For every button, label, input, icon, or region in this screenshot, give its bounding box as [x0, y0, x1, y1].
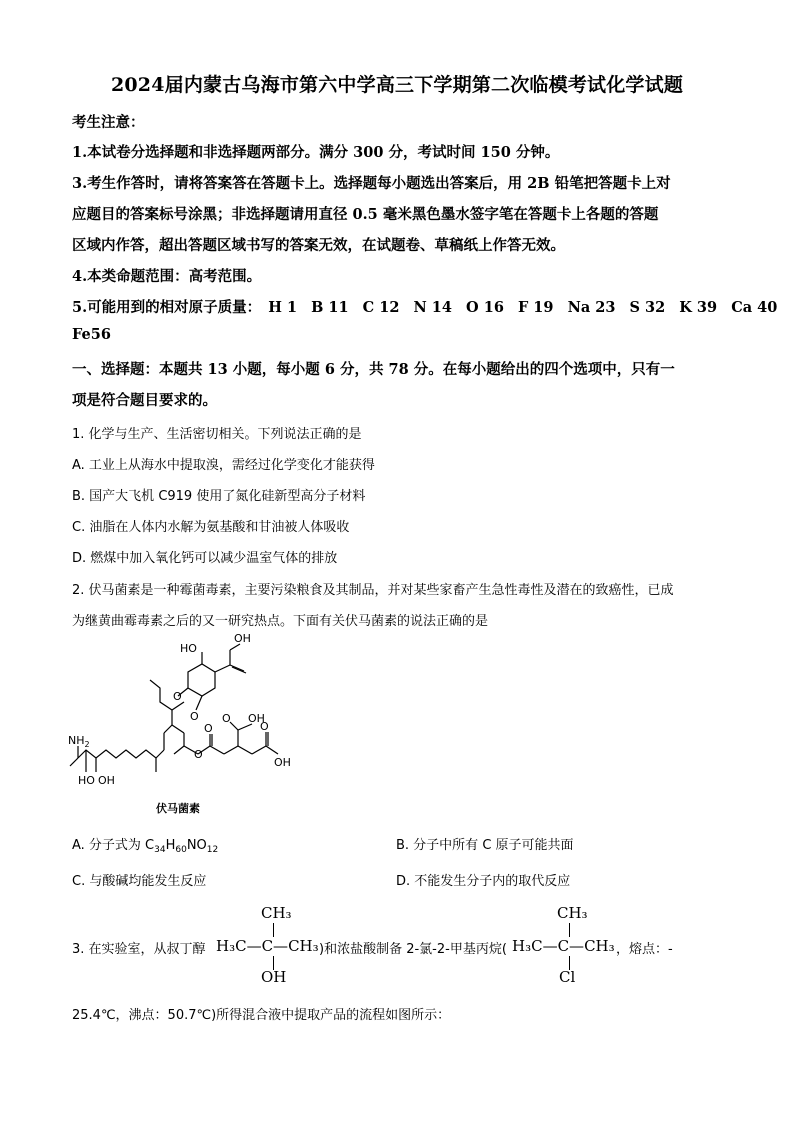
o-label: O — [260, 720, 269, 733]
oh-label: OH — [234, 632, 251, 645]
section-heading-line-1: 一、选择题：本题共 13 小题，每小题 6 分，共 78 分。在每小题给出的四个选项中，只有一 — [72, 361, 675, 378]
atomic-mass: S 32 — [629, 299, 666, 316]
question-2-stem-line-2: 为继黄曲霉毒素之后的又一研究热点。下面有关伏马菌素的说法正确的是 — [72, 614, 489, 629]
atomic-masses-label: 5.可能用到的相对原子质量： — [72, 299, 262, 316]
formula-bottom: Cl — [559, 968, 576, 986]
atomic-mass: B 11 — [311, 299, 349, 316]
formula-main: H₃C—C—CH₃ — [512, 937, 615, 955]
question-2-option-d: D. 不能发生分子内的取代反应 — [396, 874, 571, 889]
note-line-2: 3.考生作答时，请将答案答在答题卡上。选择题每小题选出答案后，用 2B 铅笔把答题卡上对 — [72, 175, 671, 192]
atomic-mass: F 19 — [517, 299, 554, 316]
note-line-1: 1.本试卷分选择题和非选择题两部分。满分 300 分，考试时间 150 分钟。 — [72, 144, 560, 161]
atomic-masses-wrap: Fe56 — [72, 326, 111, 343]
note-line-5: 4.本类命题范围：高考范围。 — [72, 268, 262, 285]
atomic-masses-line — [72, 296, 786, 317]
note-line-4: 区域内作答，超出答题区域书写的答案无效，在试题卷、草稿纸上作答无效。 — [72, 237, 565, 254]
bond-line — [569, 923, 570, 937]
o-label: O — [190, 710, 199, 723]
oh-label: OH — [98, 774, 115, 787]
o-label: O — [222, 712, 231, 725]
atomic-mass: N 14 — [413, 299, 452, 316]
notice-heading: 考生注意： — [72, 114, 145, 131]
formula-main: H₃C—C—CH₃ — [216, 937, 319, 955]
page-title: 2024届内蒙古乌海市第六中学高三下学期第二次临模考试化学试题 — [110, 74, 684, 96]
ho-label: HO — [180, 642, 197, 655]
atomic-mass: K 39 — [679, 299, 718, 316]
question-1-option-c: C. 油脂在人体内水解为氨基酸和甘油被人体吸收 — [72, 520, 350, 535]
question-1-stem: 1. 化学与生产、生活密切相关。下列说法正确的是 — [72, 427, 362, 442]
oh-label: OH — [248, 712, 265, 725]
question-1-option-a: A. 工业上从海水中提取溴，需经过化学变化才能获得 — [72, 458, 375, 473]
nh2-label: $NH_2$ — [68, 734, 90, 749]
question-1-option-d: D. 燃煤中加入氧化钙可以减少温室气体的排放 — [72, 551, 338, 566]
question-1-option-b: B. 国产大飞机 C919 使用了氮化硅新型高分子材料 — [72, 489, 366, 504]
question-3-text-1: 3. 在实验室，从叔丁醇 — [72, 942, 206, 957]
o-label: O — [194, 748, 203, 761]
structure-caption: 伏马菌素 — [156, 802, 200, 815]
fumonisin-structure — [60, 630, 320, 820]
question-2-option-c: C. 与酸碱均能发生反应 — [72, 874, 207, 889]
o-label: O — [173, 690, 182, 703]
atomic-mass: Ca 40 — [731, 299, 778, 316]
question-2-stem-line-1: 2. 伏马菌素是一种霉菌毒素，主要污染粮食及其制品，并对某些家畜产生急性毒性及潜在的致癌性，已成 — [72, 583, 674, 598]
oh-label: OH — [274, 756, 291, 769]
section-heading-line-2: 项是符合题目要求的。 — [72, 392, 217, 409]
ho-label: HO — [78, 774, 95, 787]
note-line-3: 应题目的答案标号涂黑；非选择题请用直径 0.5 毫米黑色墨水签字笔在答题卡上各题的答题 — [72, 206, 659, 223]
atomic-mass: H 1 — [268, 299, 298, 316]
formula-top: CH₃ — [261, 904, 292, 922]
atomic-mass: Na 23 — [567, 299, 616, 316]
question-2-option-b: B. 分子中所有 C 原子可能共面 — [396, 838, 574, 853]
o-label: O — [204, 722, 213, 735]
bond-line — [273, 923, 274, 937]
atomic-mass: O 16 — [466, 299, 504, 316]
question-3-text-2: )和浓盐酸制备 2-氯-2-甲基丙烷( — [319, 942, 507, 957]
question-2-option-a: A. 分子式为 $C_{34}H_{60}NO_{12}$ — [72, 838, 219, 855]
formula-bottom: OH — [261, 968, 287, 986]
atomic-mass: C 12 — [362, 299, 400, 316]
formula-top: CH₃ — [557, 904, 588, 922]
question-3-text-line-2: 25.4℃，沸点：50.7℃)所得混合液中提取产品的流程如图所示： — [72, 1008, 451, 1023]
question-3-text-3: ，熔点：- — [616, 942, 673, 957]
